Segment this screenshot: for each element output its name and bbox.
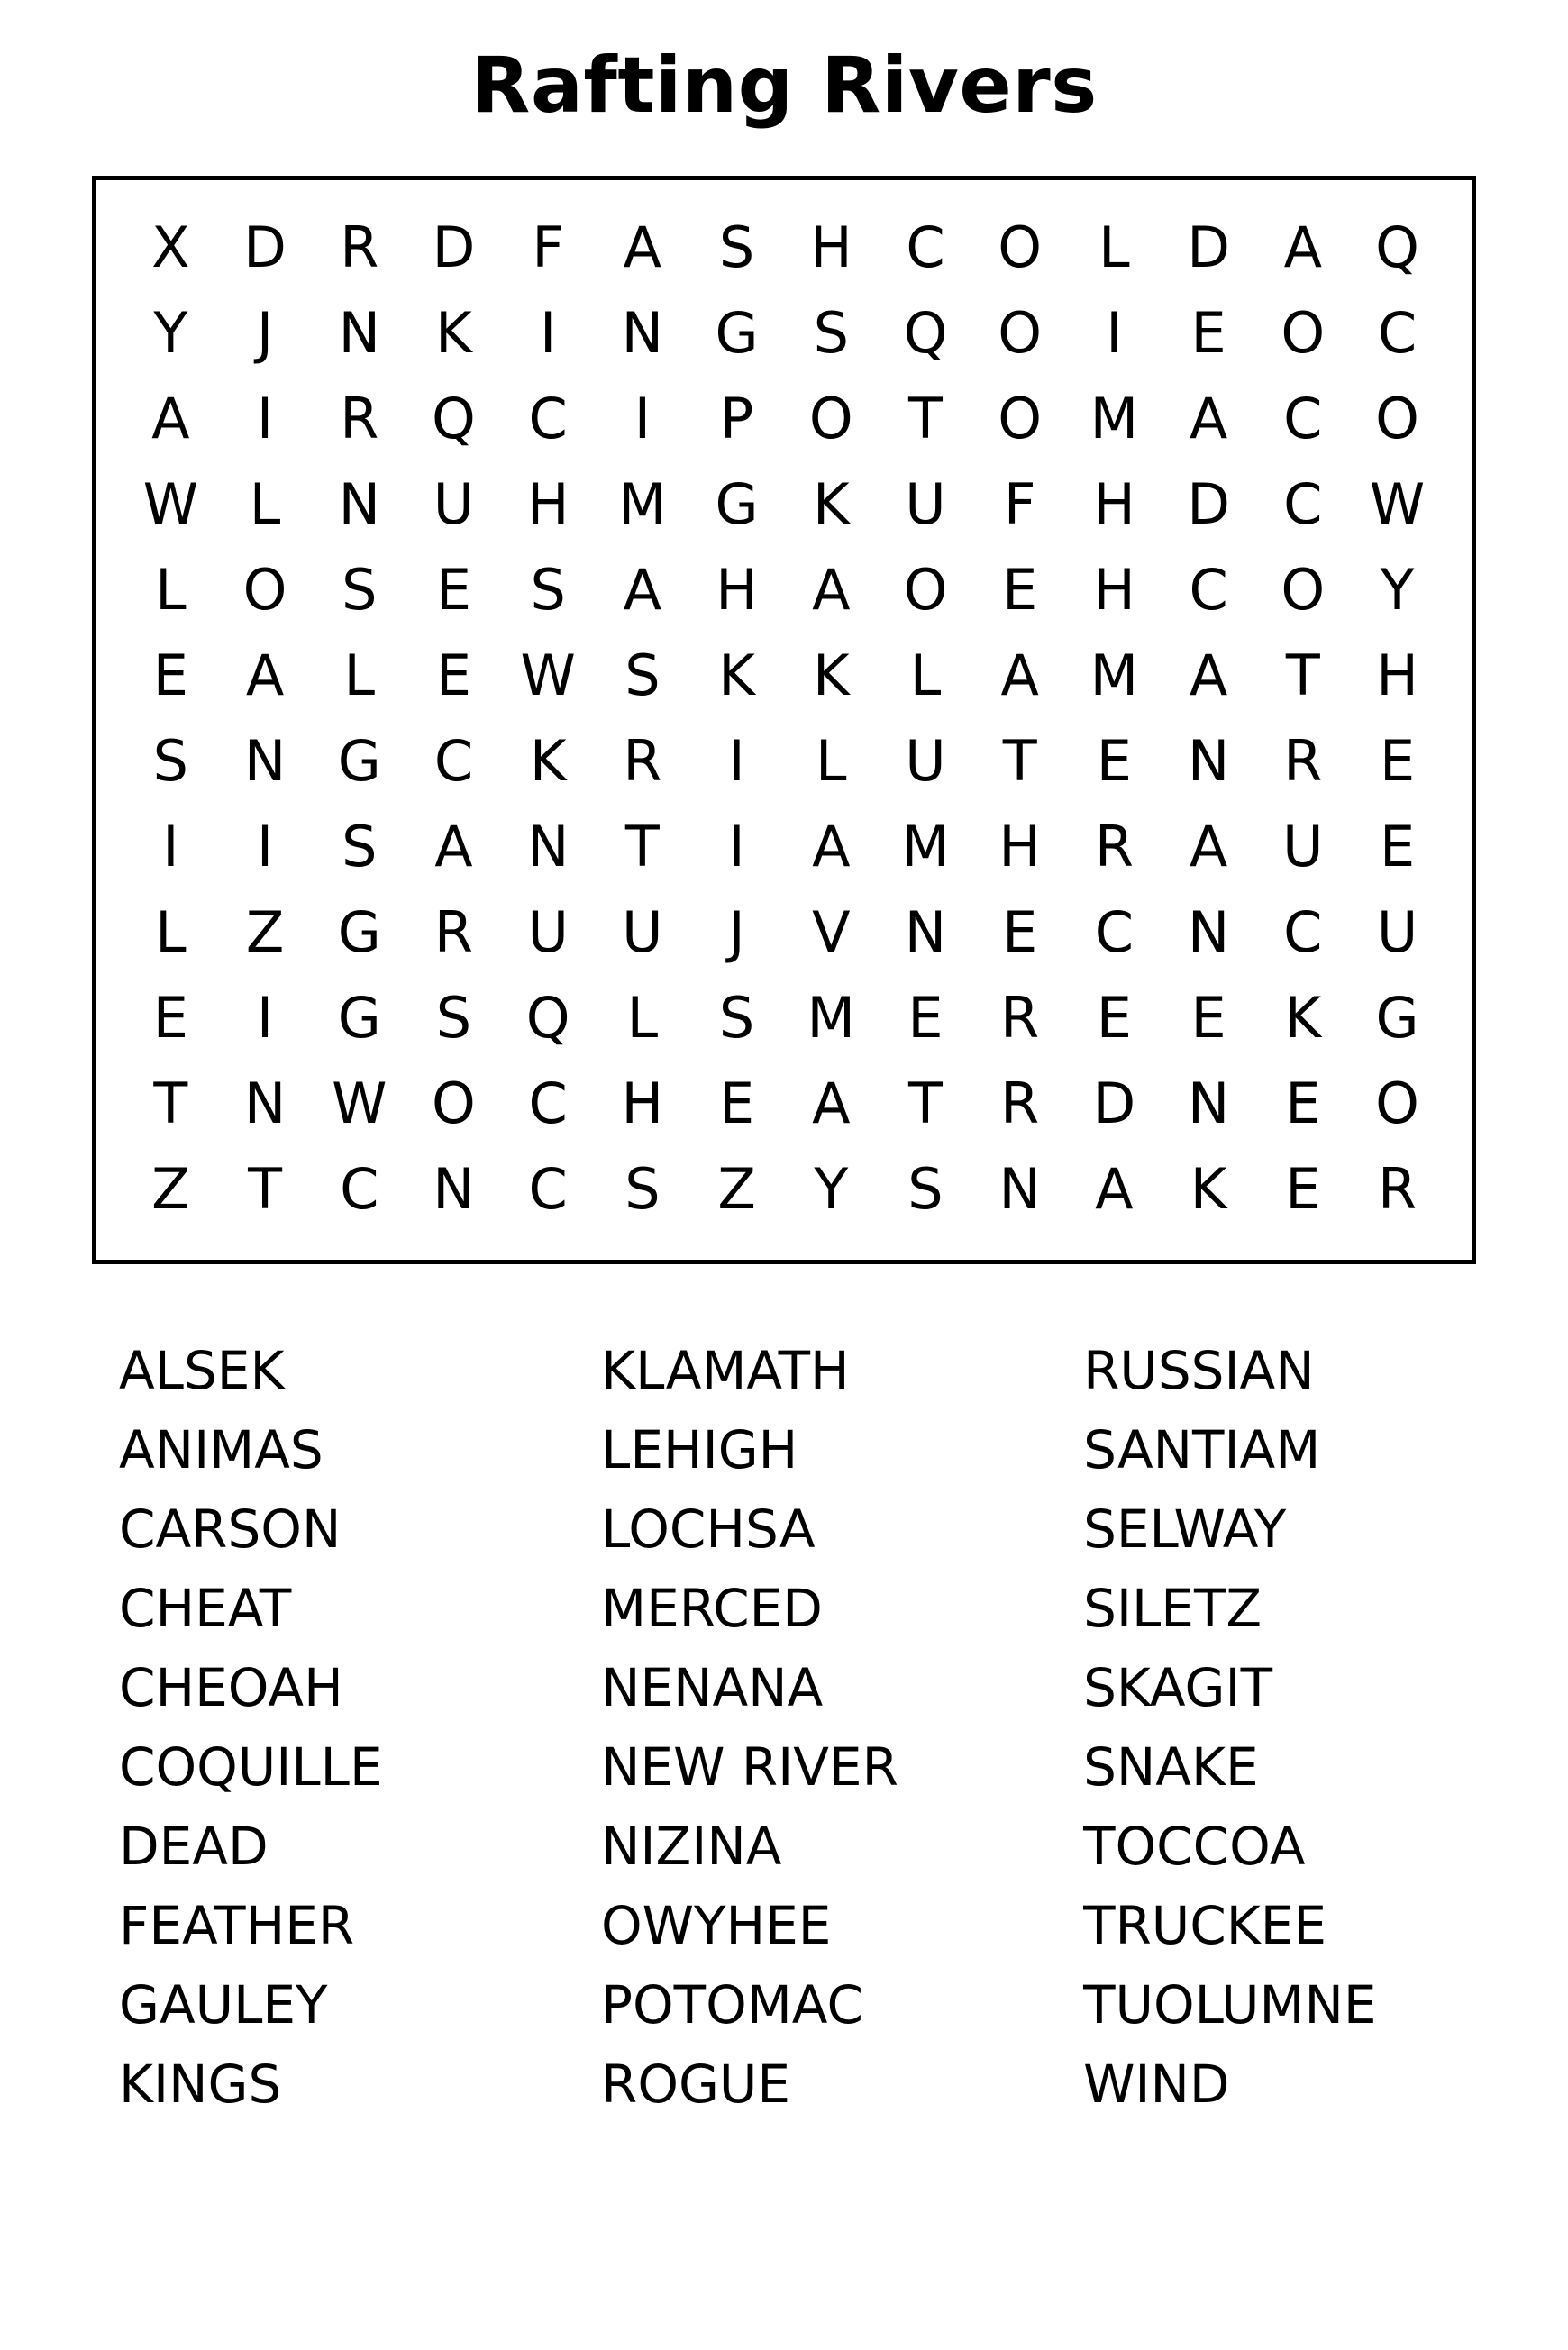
letter-cell[interactable]: C [906,214,945,281]
word-list-item[interactable]: ANIMAS [119,1418,324,1480]
letter-cell[interactable]: K [812,471,850,538]
word-list-item[interactable]: MERCED [601,1577,823,1639]
letter-cell[interactable]: R [1378,1156,1418,1223]
word-list-item[interactable]: ROGUE [601,2053,791,2115]
word-list-column-1 [119,1331,601,2124]
letter-cell[interactable]: A [812,1070,851,1137]
letter-cell[interactable]: U [622,899,663,966]
letter-cell[interactable]: O [998,386,1043,452]
letter-cell[interactable]: K [1190,1156,1227,1223]
letter-cell[interactable]: T [153,1070,188,1137]
word-list-item[interactable]: COQUILLE [119,1735,383,1798]
letter-cell[interactable]: C [1377,300,1418,367]
word-list-item[interactable]: CARSON [119,1498,342,1560]
letter-cell[interactable]: H [998,814,1041,880]
letter-cell[interactable]: L [155,557,187,624]
letter-cell[interactable]: D [1187,471,1230,538]
letter-cell[interactable]: N [338,300,380,367]
letter-cell[interactable]: O [998,214,1043,281]
word-list-item[interactable]: DEAD [119,1815,269,1877]
letter-cell[interactable]: C [528,1070,568,1137]
letter-cell[interactable]: D [1187,214,1230,281]
word-list-item[interactable]: POTOMAC [601,1973,863,2036]
letter-cell[interactable]: A [1189,814,1228,880]
letter-cell[interactable]: X [151,214,190,281]
letter-grid-row [123,1147,1445,1233]
letter-cell[interactable]: T [908,1070,943,1137]
letter-cell[interactable]: P [719,386,754,452]
word-list-item[interactable]: SANTIAM [1083,1418,1321,1480]
word-list-item[interactable]: OWYHEE [601,1894,832,1956]
letter-grid-row [123,719,1445,805]
letter-cell[interactable]: D [432,214,476,281]
letter-cell[interactable]: E [907,985,944,1052]
letter-cell[interactable]: L [816,728,847,795]
letter-cell[interactable]: U [527,899,569,966]
word-list-item[interactable]: CHEAT [119,1577,292,1639]
letter-cell[interactable]: U [1376,899,1418,966]
letter-cell[interactable]: E [435,642,472,709]
letter-grid-row [123,805,1445,890]
letter-grid-row [123,890,1445,976]
letter-cell[interactable]: E [718,1070,755,1137]
letter-cell[interactable]: A [434,814,473,880]
letter-cell[interactable]: Q [525,985,570,1052]
letter-cell[interactable]: R [1094,814,1134,880]
letter-cell[interactable]: S [718,985,755,1052]
letter-grid-row [123,377,1445,462]
letter-cell[interactable]: Q [1375,214,1419,281]
letter-cell[interactable]: E [1285,1156,1321,1223]
letter-cell[interactable]: C [1094,899,1135,966]
letter-cell[interactable]: S [530,557,566,624]
letter-grid-row [123,462,1445,548]
letter-cell[interactable]: U [905,728,946,795]
letter-cell[interactable]: I [540,300,557,367]
letter-cell[interactable]: F [532,214,564,281]
letter-cell[interactable]: I [728,728,745,795]
letter-cell[interactable]: M [1089,642,1139,709]
letter-cell[interactable]: V [812,899,851,966]
letter-cell[interactable]: A [1189,386,1228,452]
letter-cell[interactable]: N [904,899,947,966]
word-list-column-3 [1083,1331,1476,2124]
letter-cell[interactable]: T [1285,642,1320,709]
letter-cell[interactable]: Y [1380,557,1415,624]
letter-cell[interactable]: S [435,985,472,1052]
letter-cell[interactable]: G [1375,985,1419,1052]
letter-cell[interactable]: R [340,214,379,281]
letter-cell[interactable]: L [249,471,281,538]
letter-cell[interactable]: S [624,642,661,709]
letter-cell[interactable]: A [812,557,851,624]
letter-cell[interactable]: O [1375,1070,1419,1137]
letter-cell[interactable]: I [256,386,274,452]
word-list-item[interactable]: FEATHER [119,1894,355,1956]
letter-grid-row [123,976,1445,1061]
letter-cell[interactable]: A [623,214,662,281]
letter-cell[interactable]: T [908,386,943,452]
word-list-item[interactable]: RUSSIAN [1083,1339,1315,1401]
page-title: Rafting Rivers [470,41,1098,131]
letter-cell[interactable]: R [1000,1070,1040,1137]
letter-cell[interactable]: C [433,728,474,795]
letter-cell[interactable]: M [1089,386,1139,452]
letter-cell[interactable]: N [1187,728,1230,795]
letter-cell[interactable]: N [243,728,287,795]
letter-cell[interactable]: E [1190,985,1226,1052]
letter-cell[interactable]: N [1187,1070,1230,1137]
letter-cell[interactable]: E [1002,557,1038,624]
word-list [92,1331,1476,2124]
letter-cell[interactable]: N [1187,899,1230,966]
letter-grid-row [123,548,1445,633]
letter-cell[interactable]: N [338,471,380,538]
letter-cell[interactable]: O [903,557,948,624]
letter-cell[interactable]: N [998,1156,1041,1223]
letter-cell[interactable]: A [1000,642,1039,709]
letter-cell[interactable]: C [1189,557,1228,624]
letter-cell[interactable]: C [1283,471,1323,538]
letter-cell[interactable]: H [809,214,852,281]
letter-cell[interactable]: O [1281,300,1326,367]
word-list-item[interactable]: SNAKE [1083,1735,1259,1798]
letter-cell[interactable]: H [621,1070,664,1137]
letter-cell[interactable]: U [1282,814,1324,880]
word-list-item[interactable]: CHEOAH [119,1656,343,1718]
letter-cell[interactable]: L [909,642,942,709]
letter-grid-body [123,205,1445,1233]
word-list-item[interactable]: WIND [1083,2053,1230,2115]
letter-cell[interactable]: N [243,1070,287,1137]
letter-cell[interactable]: T [1002,728,1037,795]
letter-cell[interactable]: I [728,814,745,880]
letter-cell[interactable]: J [256,300,274,367]
letter-cell[interactable]: K [812,642,850,709]
letter-cell[interactable]: I [634,386,652,452]
letter-cell[interactable]: E [1096,728,1132,795]
letter-cell[interactable]: S [907,1156,944,1223]
letter-cell[interactable]: I [162,814,179,880]
letter-cell[interactable]: E [1285,1070,1321,1137]
letter-cell[interactable]: D [243,214,287,281]
letter-cell[interactable]: N [433,1156,475,1223]
letter-cell[interactable]: A [151,386,190,452]
letter-cell[interactable]: K [435,300,472,367]
letter-cell[interactable]: W [520,642,576,709]
letter-cell[interactable]: C [1283,899,1323,966]
word-list-item[interactable]: SKAGIT [1083,1656,1273,1718]
letter-cell[interactable]: G [715,471,759,538]
letter-cell[interactable]: C [528,1156,568,1223]
letter-cell[interactable]: Q [903,300,948,367]
letter-cell[interactable]: L [1099,214,1130,281]
letter-cell[interactable]: E [1190,300,1226,367]
letter-cell[interactable]: Z [245,899,285,966]
letter-cell[interactable]: G [337,899,381,966]
letter-cell[interactable]: O [242,557,287,624]
letter-cell[interactable]: E [1379,814,1416,880]
letter-cell[interactable]: S [342,814,378,880]
letter-cell[interactable]: J [728,899,745,966]
letter-cell[interactable]: E [1096,985,1132,1052]
letter-cell[interactable]: E [1002,899,1038,966]
word-list-item[interactable]: TRUCKEE [1083,1894,1327,1956]
letter-cell[interactable]: I [256,814,274,880]
letter-cell[interactable]: R [433,899,473,966]
letter-cell[interactable]: K [1284,985,1322,1052]
letter-cell[interactable]: R [1283,728,1323,795]
letter-cell[interactable]: I [256,985,274,1052]
letter-cell[interactable]: N [526,814,570,880]
letter-cell[interactable]: G [337,728,381,795]
letter-grid-row [123,633,1445,719]
letter-cell[interactable]: E [152,642,188,709]
letter-cell[interactable]: Q [432,386,476,452]
word-list-item[interactable]: KLAMATH [601,1339,850,1401]
letter-cell[interactable]: A [1095,1156,1134,1223]
letter-cell[interactable]: A [623,557,662,624]
letter-cell[interactable]: M [901,814,950,880]
letter-cell[interactable]: W [1369,471,1426,538]
letter-cell[interactable]: Z [151,1156,190,1223]
letter-cell[interactable]: H [716,557,758,624]
letter-cell[interactable]: L [343,642,376,709]
letter-cell[interactable]: G [715,300,759,367]
letter-cell[interactable]: K [529,728,567,795]
word-list-item[interactable]: GAULEY [119,1973,328,2036]
letter-cell[interactable]: O [998,300,1043,367]
letter-cell[interactable]: K [718,642,755,709]
letter-cell[interactable]: S [342,557,378,624]
letter-cell[interactable]: H [526,471,570,538]
word-list-item[interactable]: KINGS [119,2053,282,2115]
letter-cell[interactable]: O [432,1070,476,1137]
letter-grid-row [123,205,1445,291]
word-list-item[interactable]: TUOLUMNE [1083,1973,1377,2036]
letter-cell[interactable]: A [1189,642,1228,709]
letter-cell[interactable]: E [435,557,472,624]
letter-cell[interactable]: C [340,1156,379,1223]
word-search-grid [92,176,1476,1264]
letter-cell[interactable]: O [808,386,853,452]
letter-grid-row [123,1061,1445,1147]
letter-cell[interactable]: R [340,386,379,452]
letter-cell[interactable]: L [626,985,659,1052]
letter-cell[interactable]: E [152,985,188,1052]
word-list-item[interactable]: SELWAY [1083,1498,1287,1560]
letter-cell[interactable]: R [1000,985,1040,1052]
letter-cell[interactable]: S [624,1156,661,1223]
letter-cell[interactable]: I [1106,300,1123,367]
letter-cell[interactable]: H [1093,471,1135,538]
letter-cell[interactable]: C [528,386,568,452]
letter-cell[interactable]: C [1283,386,1323,452]
letter-cell[interactable]: F [1003,471,1036,538]
letter-cell[interactable]: S [152,728,189,795]
letter-cell[interactable]: Y [153,300,188,367]
letter-cell[interactable]: S [813,300,849,367]
letter-cell[interactable]: G [337,985,381,1052]
letter-cell[interactable]: A [1283,214,1322,281]
word-list-item[interactable]: LOCHSA [601,1498,816,1560]
letter-cell[interactable]: A [812,814,851,880]
letter-cell[interactable]: W [332,1070,387,1137]
word-list-item[interactable]: ALSEK [119,1339,285,1401]
letter-cell[interactable]: A [245,642,285,709]
letter-cell[interactable]: H [1376,642,1418,709]
letter-cell[interactable]: N [621,300,664,367]
letter-cell[interactable]: R [623,728,662,795]
letter-cell[interactable]: Y [814,1156,849,1223]
letter-cell[interactable]: M [618,471,667,538]
word-list-column-2 [601,1331,1083,2124]
letter-cell[interactable]: T [624,814,660,880]
letter-cell[interactable]: T [248,1156,282,1223]
word-list-item[interactable]: NENANA [601,1656,824,1718]
worksheet-page [0,43,1568,2350]
letter-cell[interactable]: S [718,214,755,281]
word-list-item[interactable]: LEHIGH [601,1418,798,1480]
letter-cell[interactable]: W [142,471,198,538]
letter-cell[interactable]: O [1281,557,1326,624]
word-list-item[interactable]: SILETZ [1083,1577,1263,1639]
letter-cell[interactable]: O [1375,386,1419,452]
letter-cell[interactable]: M [807,985,856,1052]
letter-cell[interactable]: H [1093,557,1135,624]
letter-cell[interactable]: E [1379,728,1416,795]
letter-cell[interactable]: U [433,471,475,538]
letter-cell[interactable]: Z [717,1156,756,1223]
word-list-item[interactable]: NIZINA [601,1815,782,1877]
word-list-item[interactable]: NEW RIVER [601,1735,898,1798]
letter-grid-table [123,205,1445,1233]
letter-grid-row [123,291,1445,377]
letter-cell[interactable]: D [1092,1070,1136,1137]
word-list-item[interactable]: TOCCOA [1083,1815,1306,1877]
letter-cell[interactable]: L [155,899,187,966]
letter-cell[interactable]: U [905,471,946,538]
